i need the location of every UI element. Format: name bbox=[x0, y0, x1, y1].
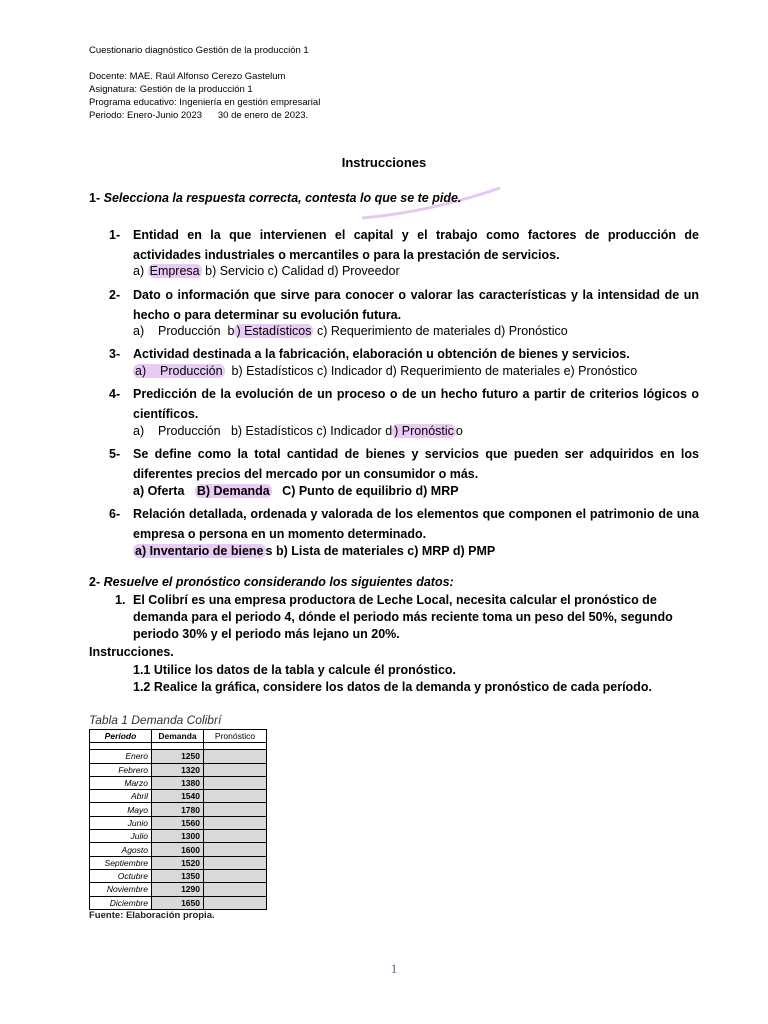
instruction-1-1: 1.1 Utilice los datos de la tabla y calcule él pronóstico. bbox=[133, 663, 457, 677]
col-demanda-header: Demanda bbox=[152, 730, 204, 743]
table-row bbox=[90, 763, 267, 776]
docente-line: Docente: MAE. Raúl Alfonso Cerezo Gastelum bbox=[89, 71, 286, 82]
document-title: Cuestionario diagnóstico Gestión de la producción 1 bbox=[89, 45, 309, 56]
option-rest: o bbox=[455, 424, 463, 438]
question-number: 4- bbox=[109, 387, 121, 401]
table-row bbox=[90, 790, 267, 803]
instructions-title: Instrucciones bbox=[341, 155, 427, 170]
cell-demanda: 1600 bbox=[152, 843, 204, 856]
section1-heading bbox=[89, 191, 461, 205]
table-spacer-row bbox=[90, 743, 267, 750]
cell-pronostico bbox=[204, 883, 267, 896]
highlighted-answer: a) Inventario de biene bbox=[135, 544, 264, 558]
cell-pronostico bbox=[204, 856, 267, 869]
cell-pronostico bbox=[204, 790, 267, 803]
question-number: 1- bbox=[109, 228, 121, 242]
table-row bbox=[90, 843, 267, 856]
cell-pronostico bbox=[204, 896, 267, 909]
programa-line: Programa educativo: Ingeniería en gestión empresarial bbox=[89, 97, 321, 108]
table-caption: Tabla 1 Demanda Colibrí bbox=[89, 713, 222, 727]
table-row bbox=[90, 883, 267, 896]
section2-title: Resuelve el pronóstico considerando los siguientes datos: bbox=[103, 575, 454, 589]
periodo-line: Periodo: Enero-Junio 2023 30 de enero de 2023. bbox=[89, 110, 309, 121]
table-row bbox=[90, 750, 267, 763]
cell-periodo: Abril bbox=[90, 790, 152, 803]
question-number: 5- bbox=[109, 447, 121, 461]
question-text: Se define como la total cantidad de bienes y servicios que pueden ser adquiridos en los diferentes precios del mercado por un consumidor o más. bbox=[133, 447, 699, 481]
question-text: Relación detallada, ordenada y valorada de los elementos que componen el patrimonio de una empresa o persona en un momento determinado. bbox=[133, 507, 699, 541]
cell-demanda: 1300 bbox=[152, 830, 204, 843]
question-text: Dato o información que sirve para conocer o valorar las características y la intensidad de un hecho o para determinar su evolución futura. bbox=[133, 288, 699, 322]
section2-number: 2- bbox=[89, 575, 101, 589]
cell-pronostico bbox=[204, 830, 267, 843]
section1-title: Selecciona la respuesta correcta, contesta lo que se te pide. bbox=[103, 191, 462, 205]
instruction-1-2: 1.2 Realice la gráfica, considere los datos de la demanda y pronóstico de cada período. bbox=[133, 680, 652, 694]
question-3 bbox=[109, 344, 699, 364]
cell-periodo: Febrero bbox=[90, 763, 152, 776]
cell-demanda: 1540 bbox=[152, 790, 204, 803]
item-text: El Colibrí es una empresa productora de Leche Local, necesita calcular el pronóstico de demanda para el periodo 4, dónde el periodo más reciente toma un peso del 50%, segundo periodo 30% y el periodo más lejano un 20%. bbox=[133, 593, 673, 641]
cell-demanda: 1380 bbox=[152, 776, 204, 789]
question-5 bbox=[109, 444, 699, 484]
cell-pronostico bbox=[204, 816, 267, 829]
cell-pronostico bbox=[204, 750, 267, 763]
cell-demanda: 1250 bbox=[152, 750, 204, 763]
highlighted-answer: ) Pronóstic bbox=[394, 424, 454, 438]
cell-demanda: 1560 bbox=[152, 816, 204, 829]
cell-periodo: Mayo bbox=[90, 803, 152, 816]
question-text: Actividad destinada a la fabricación, elaboración u obtención de bienes y servicios. bbox=[133, 347, 630, 361]
highlighted-answer: B) Demanda bbox=[196, 484, 270, 498]
col-periodo-header: Período bbox=[90, 730, 152, 743]
asignatura-line: Asignatura: Gestión de la producción 1 bbox=[89, 84, 253, 95]
question-text: Entidad en la que intervienen el capital y el trabajo como factores de producción de actividades industriales o mercantiles o para la prestación de servicios. bbox=[133, 228, 699, 262]
cell-periodo: Agosto bbox=[90, 843, 152, 856]
cell-demanda: 1320 bbox=[152, 763, 204, 776]
question-5-options bbox=[133, 484, 459, 498]
question-1 bbox=[109, 225, 699, 265]
question-2 bbox=[109, 285, 699, 325]
cell-periodo: Noviembre bbox=[90, 883, 152, 896]
cell-demanda: 1520 bbox=[152, 856, 204, 869]
question-3-options bbox=[133, 364, 637, 378]
cell-pronostico bbox=[204, 776, 267, 789]
table-row bbox=[90, 856, 267, 869]
table-row bbox=[90, 830, 267, 843]
table-row bbox=[90, 803, 267, 816]
option-prefix: a) Oferta bbox=[133, 484, 195, 498]
option-rest: b) Servicio c) Calidad d) Proveedor bbox=[201, 264, 400, 278]
question-number: 6- bbox=[109, 507, 121, 521]
cell-demanda: 1350 bbox=[152, 869, 204, 882]
question-1-options bbox=[133, 264, 400, 278]
question-4-options bbox=[133, 424, 463, 438]
cell-periodo: Septiembre bbox=[90, 856, 152, 869]
option-rest: c) Requerimiento de materiales d) Pronóstico bbox=[313, 324, 568, 338]
highlighted-answer: a) Producción bbox=[135, 364, 223, 378]
cell-pronostico bbox=[204, 803, 267, 816]
table-source: Fuente: Elaboración propia. bbox=[89, 910, 215, 921]
cell-demanda: 1780 bbox=[152, 803, 204, 816]
option-rest: C) Punto de equilibrio d) MRP bbox=[271, 484, 459, 498]
highlighted-answer: ) Estadísticos bbox=[236, 324, 312, 338]
option-prefix: a) bbox=[133, 264, 145, 278]
question-6 bbox=[109, 504, 699, 544]
cell-periodo: Diciembre bbox=[90, 896, 152, 909]
cell-pronostico bbox=[204, 869, 267, 882]
option-rest: s b) Lista de materiales c) MRP d) PMP bbox=[265, 544, 496, 558]
table-row bbox=[90, 869, 267, 882]
table-row bbox=[90, 816, 267, 829]
item-number: 1. bbox=[115, 593, 126, 607]
cell-periodo: Junio bbox=[90, 816, 152, 829]
section2-heading bbox=[89, 575, 454, 589]
section2-item bbox=[115, 592, 705, 643]
option-prefix: a) Producción b) Estadísticos c) Indicador d bbox=[133, 424, 393, 438]
option-prefix: a) Producción b bbox=[133, 324, 235, 338]
col-pronostico-header: Pronóstico bbox=[204, 730, 267, 743]
table-row bbox=[90, 776, 267, 789]
cell-pronostico bbox=[204, 843, 267, 856]
cell-periodo: Octubre bbox=[90, 869, 152, 882]
cell-pronostico bbox=[204, 763, 267, 776]
table-header-row bbox=[90, 730, 267, 743]
table-row bbox=[90, 896, 267, 909]
question-number: 3- bbox=[109, 347, 121, 361]
page-number: 1 bbox=[390, 961, 398, 976]
question-6-options bbox=[133, 544, 495, 558]
question-4 bbox=[109, 384, 699, 424]
instructions-subtitle: Instrucciones. bbox=[89, 645, 174, 659]
cell-demanda: 1650 bbox=[152, 896, 204, 909]
cell-periodo: Julio bbox=[90, 830, 152, 843]
question-number: 2- bbox=[109, 288, 121, 302]
demand-table bbox=[89, 729, 267, 910]
cell-demanda: 1290 bbox=[152, 883, 204, 896]
question-2-options bbox=[133, 324, 568, 338]
question-text: Predicción de la evolución de un proceso o de un hecho futuro a partir de criterios lógicos o científicos. bbox=[133, 387, 699, 421]
cell-periodo: Marzo bbox=[90, 776, 152, 789]
section1-number: 1- bbox=[89, 191, 101, 205]
cell-periodo: Enero bbox=[90, 750, 152, 763]
option-rest: b) Estadísticos c) Indicador d) Requerimiento de materiales e) Pronóstico bbox=[224, 364, 638, 378]
highlighted-answer: Empresa bbox=[149, 264, 200, 278]
